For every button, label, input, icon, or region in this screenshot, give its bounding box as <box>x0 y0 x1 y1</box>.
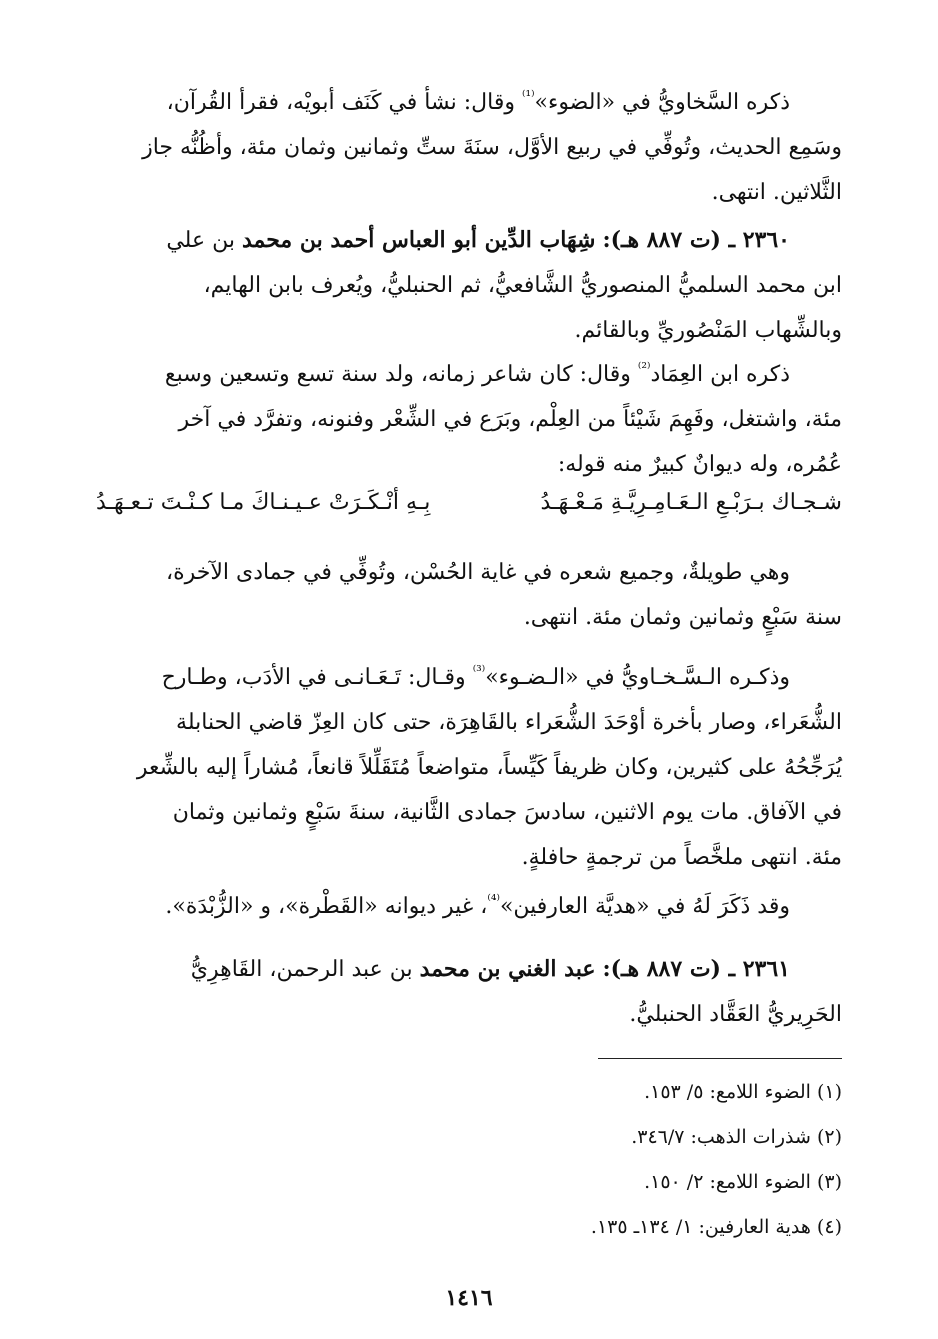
text-line <box>96 80 842 125</box>
entry-2361-heading <box>96 947 842 1037</box>
entry-number: ٢٣٦٠ ـ (ت ٨٨٧ هـ): <box>602 227 790 253</box>
page-number: ١٤١٦ <box>445 1285 493 1311</box>
entry-name: شِهَاب الدِّين أبو العباس أحمد بن محمد <box>241 227 596 253</box>
footnote-ref: ⁽²⁾ <box>637 360 651 377</box>
footnote-ref: ⁽¹⁾ <box>521 88 535 105</box>
footnote-2: (٢) شذرات الذهب: ٣٤٦/٧. <box>631 1126 842 1148</box>
text-line: في الآفاق. مات يوم الاثنين، سادسَ جمادى الثَّانية، سنةَ سَبْعٍ وثمانين وثمان <box>172 800 842 825</box>
text-line: ابن محمد السلميُّ المنصوريُّ الشَّافعيُّ، ثم الحنبليُّ، ويُعرف بابن الهايم، <box>203 273 842 298</box>
text-line: وسَمِع الحديث، وتُوفِّي في ربيع الأوَّل، سنَةَ ستِّ وثمانين وثمان مئة، وأظُنُّه جاز <box>142 135 842 160</box>
text-line: الثَّلاثين. انتهى. <box>711 180 842 205</box>
text-line <box>96 947 842 992</box>
text-span: ذكره ابن العِمَاد <box>650 362 790 387</box>
footnote-4: (٤) هدية العارفين: ١/ ١٣٤ـ ١٣٥. <box>590 1216 842 1238</box>
poetry-verse <box>96 490 842 534</box>
text-line: الشُّعَراء، وصار بأخرة أوْحَدَ الشُّعَراء بالقَاهِرَة، حتى كان العِزّ قاضي الحنابلة <box>176 710 842 735</box>
paragraph-sakhawi-entry-end <box>96 80 842 215</box>
text-span: ذكره السَّخاويُّ في «الضوء» <box>534 90 790 115</box>
text-span: وقال: نشأ في كَنَف أبويْه، فقرأ القُرآن، <box>166 90 522 115</box>
paragraph-poem-note <box>96 550 842 640</box>
footnote-divider <box>598 1058 842 1059</box>
text-span: ، غير ديوانه «القَطْرة»، و «الزُّبْدَة». <box>165 894 488 919</box>
text-line: سنة سَبْعٍ وثمانين وثمان مئة. انتهى. <box>523 605 842 630</box>
footnote-ref: ⁽³⁾ <box>472 663 486 680</box>
text-line: مئة، واشتغل، وفَهِمَ شَيْئاً من العِلْم، وبَرَع في الشِّعْر وفنونه، وتفرَّد في آخر <box>178 407 842 432</box>
text-span: وذكـره الـسَّـخـاويُّ في «الـضـوء» <box>485 665 790 690</box>
footnote-3: (٣) الضوء اللامع: ٢/ ١٥٠. <box>644 1171 842 1193</box>
text-line <box>96 884 842 929</box>
text-line: مئة. انتهى ملخَّصاً من ترجمةٍ حافلةٍ. <box>521 845 842 870</box>
text-line: الحَرِيريُّ العَقَّاد الحنبليُّ. <box>629 1002 842 1027</box>
footnote-1: (١) الضوء اللامع: ٥/ ١٥٣. <box>644 1081 842 1103</box>
text-span: وقال: كان شاعر زمانه، ولد سنة تسع وتسعين وسبع <box>164 362 638 387</box>
text-line: وبالشِّهاب المَنْصُوريِّ وبالقائم. <box>574 318 842 343</box>
footnotes <box>96 1070 842 1250</box>
footnote-ref: ⁽⁴⁾ <box>487 892 500 909</box>
paragraph-ibn-al-imad <box>96 352 842 487</box>
verse-first-hemistich: شـجـاك بـرَبْـعِ الـعَـامِـرِيَّـةِ مَـعْـهَـدُ <box>540 490 842 515</box>
entry-number: ٢٣٦١ ـ (ت ٨٨٧ هـ): <box>602 956 790 982</box>
verse-second-hemistich: بِـهِ أنْـكَـرَتْ عـيـنـاكَ مـا كـنْـتَ تـعـهَـدُ <box>96 490 431 515</box>
text-line <box>96 352 842 397</box>
entry-2360-heading <box>96 218 842 353</box>
text-line: يُرَجِّحُهُ على كثيرين، وكان ظريفاً كَيِّساً، متواضعاً مُتَقَلِّلاً قانعاً، مُشاراً إليه بالشِّعر <box>136 755 842 780</box>
text-span: بن علي <box>166 228 235 253</box>
text-line: وهي طويلةٌ، وجميع شعره في غاية الحُسْن، وتُوفِّي في جمادى الآخرة، <box>165 560 790 585</box>
paragraph-hadiyyat-al-arifin <box>96 884 842 929</box>
text-line <box>96 218 842 263</box>
text-span: بن عبد الرحمن، القَاهِرِيُّ <box>190 957 413 982</box>
text-line: عُمُره، وله ديوانٌ كبيرٌ منه قوله: <box>557 452 842 477</box>
text-span: وقد ذَكَرَ لَهُ في «هديَّة العارفين» <box>499 894 790 919</box>
text-span: وقـال: تَـعَـانـى في الأدَب، وطـارح <box>161 665 473 690</box>
entry-name: عبد الغني بن محمد <box>419 956 596 982</box>
paragraph-sakhawi-second <box>96 655 842 880</box>
text-line <box>96 655 842 700</box>
